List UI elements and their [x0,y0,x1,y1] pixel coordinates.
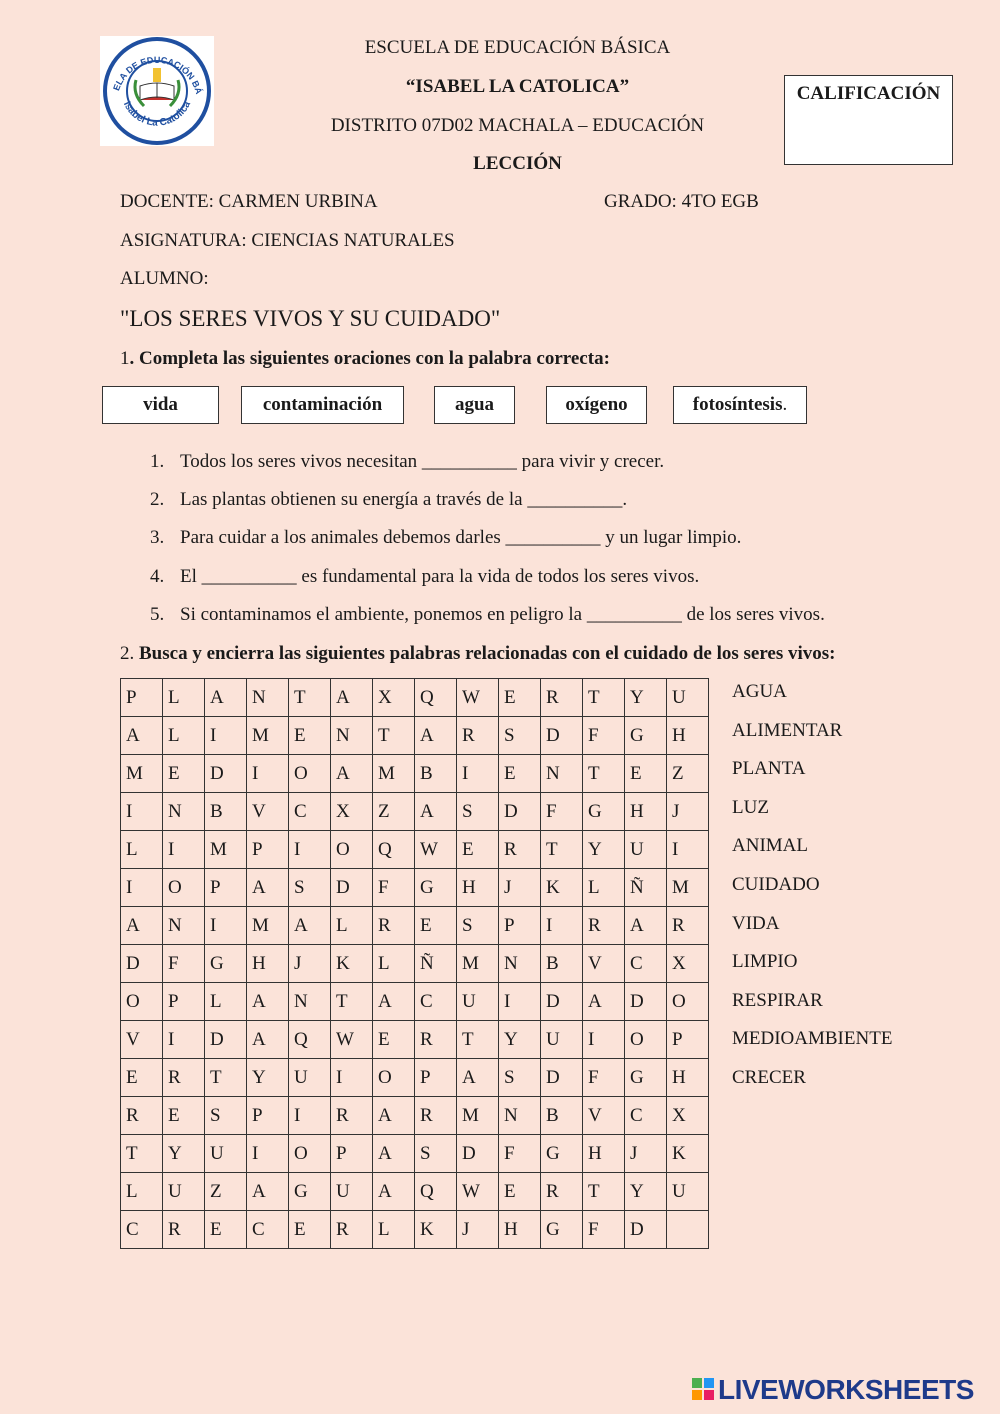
logo-ring-top-text: ELA DE EDUCACIÓN BÁ [111,54,204,96]
grid-row [121,869,709,907]
grid-cell[interactable]: G [541,1211,583,1249]
grid-cell[interactable]: G [541,1135,583,1173]
grid-cell[interactable]: A [121,717,163,755]
grid-cell[interactable]: E [289,1211,331,1249]
grid-cell[interactable]: R [583,907,625,945]
grid-cell[interactable]: G [415,869,457,907]
grid-cell[interactable]: F [583,717,625,755]
district-line: DISTRITO 07D02 MACHALA – EDUCACIÓN [330,115,705,136]
grid-cell[interactable]: K [415,1211,457,1249]
grid-cell[interactable]: I [457,755,499,793]
grid-cell[interactable]: A [331,679,373,717]
grid-cell[interactable]: N [163,907,205,945]
grid-cell[interactable]: A [373,1135,415,1173]
grid-cell[interactable]: L [163,717,205,755]
word-list-item: ANIMAL [732,835,808,857]
grid-cell[interactable]: C [247,1211,289,1249]
grid-cell[interactable]: Y [625,679,667,717]
grid-cell[interactable]: A [289,907,331,945]
grid-cell[interactable]: R [415,1097,457,1135]
grid-cell[interactable]: I [163,831,205,869]
grid-cell[interactable]: P [205,869,247,907]
grid-row [121,1021,709,1059]
grid-cell[interactable]: D [625,983,667,1021]
section-2-number: 2. [120,643,139,664]
grid-cell[interactable]: P [667,1021,709,1059]
grid-cell[interactable]: C [625,945,667,983]
grid-cell[interactable]: E [121,1059,163,1097]
grid-cell[interactable]: G [583,793,625,831]
grid-cell[interactable]: I [541,907,583,945]
school-type-line: ESCUELA DE EDUCACIÓN BÁSICA [364,37,671,58]
grid-cell[interactable]: I [583,1021,625,1059]
grid-cell[interactable]: D [541,1059,583,1097]
grid-cell[interactable]: E [625,755,667,793]
grid-cell[interactable]: U [205,1135,247,1173]
grid-cell[interactable]: N [331,717,373,755]
grid-cell[interactable]: H [625,793,667,831]
grid-row [121,1211,709,1249]
grid-cell[interactable]: R [541,1173,583,1211]
grid-row [121,1097,709,1135]
grid-cell[interactable]: A [415,717,457,755]
grid-cell[interactable]: V [583,945,625,983]
grid-cell[interactable]: T [457,1021,499,1059]
grid-cell[interactable]: O [373,1059,415,1097]
grid-cell[interactable]: I [331,1059,373,1097]
grid-cell[interactable]: B [415,755,457,793]
word-list-item: MEDIOAMBIENTE [732,1028,893,1050]
grid-row [121,907,709,945]
grid-cell[interactable]: T [289,679,331,717]
grid-cell[interactable]: E [415,907,457,945]
grid-cell[interactable]: R [163,1211,205,1249]
word-list-item: CRECER [732,1066,806,1088]
grid-row [121,831,709,869]
grid-cell[interactable]: R [121,1097,163,1135]
grid-cell[interactable]: E [499,679,541,717]
grade-line: GRADO: 4TO EGB [604,191,759,212]
grid-cell[interactable]: K [667,1135,709,1173]
grid-cell[interactable]: H [667,717,709,755]
grid-cell[interactable]: C [121,1211,163,1249]
grid-cell[interactable]: P [331,1135,373,1173]
sentence-5[interactable]: 5. Si contaminamos el ambiente, ponemos en peligro la __________ de los seres vivos. [150,604,825,625]
grid-cell[interactable]: S [457,907,499,945]
grid-cell[interactable]: J [289,945,331,983]
grid-cell[interactable]: T [541,831,583,869]
grid-cell[interactable]: W [415,831,457,869]
grid-cell[interactable]: U [289,1059,331,1097]
grid-cell[interactable]: X [331,793,373,831]
grid-cell[interactable]: R [373,907,415,945]
sentence-3[interactable]: 3. Para cuidar a los animales debemos darles __________ y un lugar limpio. [150,527,742,548]
grid-cell[interactable]: I [247,755,289,793]
grid-cell[interactable]: W [457,679,499,717]
grid-cell[interactable]: S [457,793,499,831]
grid-cell[interactable]: Y [499,1021,541,1059]
grid-cell[interactable]: U [331,1173,373,1211]
grid-row [121,1135,709,1173]
grid-cell[interactable]: K [331,945,373,983]
grid-cell[interactable]: F [583,1211,625,1249]
liveworksheets-logo [692,1376,974,1404]
grid-cell[interactable]: I [499,983,541,1021]
word-list-item: LIMPIO [732,951,798,973]
grid-cell[interactable]: G [289,1173,331,1211]
word-list-item: VIDA [732,912,780,934]
student-line: ALUMNO: [120,268,209,289]
grid-cell[interactable]: S [415,1135,457,1173]
grid-cell[interactable]: M [121,755,163,793]
grid-cell[interactable]: A [625,907,667,945]
grid-cell[interactable]: A [373,1173,415,1211]
grid-cell[interactable]: P [247,1097,289,1135]
grid-cell[interactable]: S [499,717,541,755]
worksheet-title: "LOS SERES VIVOS Y SU CUIDADO" [120,306,501,331]
grid-cell[interactable]: C [625,1097,667,1135]
grid-cell[interactable]: L [163,679,205,717]
grid-cell[interactable]: E [163,1097,205,1135]
grid-cell[interactable]: R [667,907,709,945]
grid-cell[interactable]: J [667,793,709,831]
grid-cell[interactable]: E [457,831,499,869]
grid-cell[interactable]: T [205,1059,247,1097]
grid-cell[interactable]: F [499,1135,541,1173]
grid-cell[interactable]: G [205,945,247,983]
grid-cell[interactable]: W [457,1173,499,1211]
grid-cell[interactable]: I [289,831,331,869]
word-list-item: LUZ [732,796,769,818]
grid-cell[interactable]: U [457,983,499,1021]
grid-cell[interactable]: I [289,1097,331,1135]
grid-cell[interactable]: G [625,1059,667,1097]
grid-cell[interactable]: R [163,1059,205,1097]
liveworksheets-brand: LIVEWORKSHEETS [718,1374,974,1405]
grid-cell[interactable]: S [205,1097,247,1135]
grid-cell[interactable]: C [289,793,331,831]
grid-cell[interactable]: Q [373,831,415,869]
grid-cell[interactable]: F [541,793,583,831]
grid-cell[interactable]: D [205,1021,247,1059]
grid-cell[interactable] [667,1211,709,1249]
grid-cell[interactable]: A [457,1059,499,1097]
grid-cell[interactable]: H [247,945,289,983]
grid-cell[interactable]: O [625,1021,667,1059]
grid-cell[interactable]: I [667,831,709,869]
grid-cell[interactable]: M [373,755,415,793]
grid-cell[interactable]: E [289,717,331,755]
lesson-title: LECCIÓN [473,153,562,174]
grid-cell[interactable]: S [499,1059,541,1097]
grid-cell[interactable]: D [457,1135,499,1173]
school-logo [100,36,214,146]
grid-cell[interactable]: E [499,755,541,793]
grid-cell[interactable]: M [457,1097,499,1135]
grid-cell[interactable]: F [373,869,415,907]
word-list-item: PLANTA [732,758,806,780]
grid-cell[interactable]: X [667,1097,709,1135]
grid-cell[interactable]: J [499,869,541,907]
grid-cell[interactable]: S [289,869,331,907]
grade-box-label: CALIFICACIÓN [796,83,941,104]
grid-cell[interactable]: Q [415,1173,457,1211]
grid-cell[interactable]: X [667,945,709,983]
grid-cell[interactable]: V [583,1097,625,1135]
grid-cell[interactable]: P [247,831,289,869]
grid-cell[interactable]: D [625,1211,667,1249]
grid-cell[interactable]: H [499,1211,541,1249]
grid-cell[interactable]: Ñ [415,945,457,983]
grid-cell[interactable]: A [415,793,457,831]
grid-cell[interactable]: L [373,1211,415,1249]
grid-cell[interactable]: V [247,793,289,831]
grid-cell[interactable]: I [121,793,163,831]
word-bank-period: . [782,394,788,415]
logo-ring-bottom-text: Isabel La Catolica [120,99,194,129]
grid-cell[interactable]: J [625,1135,667,1173]
grid-cell[interactable]: F [163,945,205,983]
grid-cell[interactable]: L [205,983,247,1021]
grid-cell[interactable]: K [541,869,583,907]
grid-cell[interactable]: G [625,717,667,755]
grid-cell[interactable]: D [331,869,373,907]
grid-cell[interactable]: T [373,717,415,755]
grid-cell[interactable]: N [163,793,205,831]
grid-cell[interactable]: M [457,945,499,983]
grid-cell[interactable]: D [541,983,583,1021]
word-list [732,678,892,1103]
grade-box[interactable] [784,75,953,165]
grid-cell[interactable]: D [205,755,247,793]
word-bank-item: contaminación [241,386,404,424]
grid-cell[interactable]: W [331,1021,373,1059]
school-name: “ISABEL LA CATOLICA” [405,76,630,97]
grid-cell[interactable]: Y [583,831,625,869]
grid-cell[interactable]: A [331,755,373,793]
grid-cell[interactable]: H [667,1059,709,1097]
grid-cell[interactable]: O [289,755,331,793]
grid-cell[interactable]: T [331,983,373,1021]
grid-row [121,793,709,831]
subject-line: ASIGNATURA: CIENCIAS NATURALES [120,230,455,251]
grid-cell[interactable]: E [499,1173,541,1211]
grid-cell[interactable]: J [457,1211,499,1249]
word-list-item: CUIDADO [732,873,820,895]
grid-row [121,945,709,983]
grid-cell[interactable]: Y [163,1135,205,1173]
grid-cell[interactable]: Z [667,755,709,793]
grid-cell[interactable]: T [583,755,625,793]
grid-cell[interactable]: I [121,869,163,907]
grid-row [121,983,709,1021]
grid-cell[interactable]: B [205,793,247,831]
sentence-4[interactable]: 4. El __________ es fundamental para la vida de todos los seres vivos. [150,566,700,587]
grid-cell[interactable]: N [499,1097,541,1135]
word-bank-item: fotosíntesis. [673,386,807,424]
grid-cell[interactable]: R [499,831,541,869]
grid-cell[interactable]: I [205,717,247,755]
grid-cell[interactable]: U [667,1173,709,1211]
grid-cell[interactable]: B [541,1097,583,1135]
grid-cell[interactable]: M [247,907,289,945]
grid-cell[interactable]: U [163,1173,205,1211]
grid-cell[interactable]: R [331,1211,373,1249]
grid-cell[interactable]: D [121,945,163,983]
grid-cell[interactable]: O [121,983,163,1021]
grid-cell[interactable]: A [247,1021,289,1059]
grid-cell[interactable]: M [205,831,247,869]
grid-cell[interactable]: R [415,1021,457,1059]
grid-cell[interactable]: E [373,1021,415,1059]
grid-cell[interactable]: A [583,983,625,1021]
sentence-2[interactable]: 2. Las plantas obtienen su energía a través de la __________. [150,489,628,510]
grid-cell[interactable]: X [373,679,415,717]
grid-cell[interactable]: A [121,907,163,945]
grid-cell[interactable]: I [247,1135,289,1173]
word-list-item: ALIMENTAR [732,719,843,741]
grid-cell[interactable]: A [373,1097,415,1135]
section-2-heading [120,643,836,665]
section-1-number: 1 [120,348,130,369]
grid-cell[interactable]: Z [205,1173,247,1211]
grid-cell[interactable]: L [583,869,625,907]
grid-cell[interactable]: Y [625,1173,667,1211]
grid-cell[interactable]: B [541,945,583,983]
grid-cell[interactable]: T [583,679,625,717]
grid-cell[interactable]: T [583,1173,625,1211]
grid-cell[interactable]: H [583,1135,625,1173]
grid-cell[interactable]: M [667,869,709,907]
grid-cell[interactable]: N [289,983,331,1021]
grid-cell[interactable]: F [583,1059,625,1097]
grid-cell[interactable]: L [331,907,373,945]
grid-cell[interactable]: N [247,679,289,717]
grid-cell[interactable]: R [331,1097,373,1135]
grid-row [121,755,709,793]
grid-cell[interactable]: E [205,1211,247,1249]
grid-row [121,1173,709,1211]
grid-cell[interactable]: U [625,831,667,869]
grid-cell[interactable]: I [163,1021,205,1059]
grid-cell[interactable]: A [247,1173,289,1211]
grid-cell[interactable]: V [121,1021,163,1059]
grid-cell[interactable]: U [541,1021,583,1059]
word-bank-item: vida [102,386,219,424]
grid-cell[interactable]: C [415,983,457,1021]
grid-cell[interactable]: M [247,717,289,755]
word-list-item: AGUA [732,681,787,702]
liveworksheets-icon [692,1378,714,1402]
section-1-heading [120,348,610,370]
grid-cell[interactable]: Z [373,793,415,831]
grid-cell[interactable]: L [121,1173,163,1211]
grid-cell[interactable]: L [373,945,415,983]
grid-cell[interactable]: T [121,1135,163,1173]
grid-cell[interactable]: H [457,869,499,907]
teacher-line: DOCENTE: CARMEN URBINA [120,191,378,212]
section-2-instruction: Busca y encierra las siguientes palabras relacionadas con el cuidado de los seres vivos: [139,643,836,664]
grid-cell[interactable]: P [499,907,541,945]
grid-cell[interactable]: O [163,869,205,907]
grid-cell[interactable]: Q [415,679,457,717]
word-bank-item: agua [434,386,515,424]
grid-cell[interactable]: A [373,983,415,1021]
word-search-grid[interactable] [120,678,709,1249]
grid-cell[interactable]: N [541,755,583,793]
grid-cell[interactable]: I [205,907,247,945]
grid-cell[interactable]: P [415,1059,457,1097]
word-bank-item: oxígeno [546,386,647,424]
grid-cell[interactable]: D [541,717,583,755]
grid-cell[interactable]: O [289,1135,331,1173]
grid-cell[interactable]: Q [289,1021,331,1059]
grid-cell[interactable]: L [121,831,163,869]
grid-cell[interactable]: D [499,793,541,831]
grid-cell[interactable]: P [121,679,163,717]
section-1-instruction: . Completa las siguientes oraciones con la palabra correcta: [129,348,610,369]
grid-row [121,679,709,717]
grid-cell[interactable]: E [163,755,205,793]
grid-cell[interactable]: U [667,679,709,717]
grid-row [121,717,709,755]
grid-cell[interactable]: O [331,831,373,869]
grid-cell[interactable]: A [205,679,247,717]
grid-cell[interactable]: Y [247,1059,289,1097]
grid-row [121,1059,709,1097]
grid-cell[interactable]: R [541,679,583,717]
grid-cell[interactable]: A [247,983,289,1021]
grid-cell[interactable]: P [163,983,205,1021]
grid-cell[interactable]: Ñ [625,869,667,907]
grid-cell[interactable]: O [667,983,709,1021]
sentence-1[interactable]: 1. Todos los seres vivos necesitan __________ para vivir y crecer. [150,451,665,472]
grid-cell[interactable]: N [499,945,541,983]
grid-cell[interactable]: R [457,717,499,755]
grid-cell[interactable]: A [247,869,289,907]
word-list-item: RESPIRAR [732,989,823,1011]
